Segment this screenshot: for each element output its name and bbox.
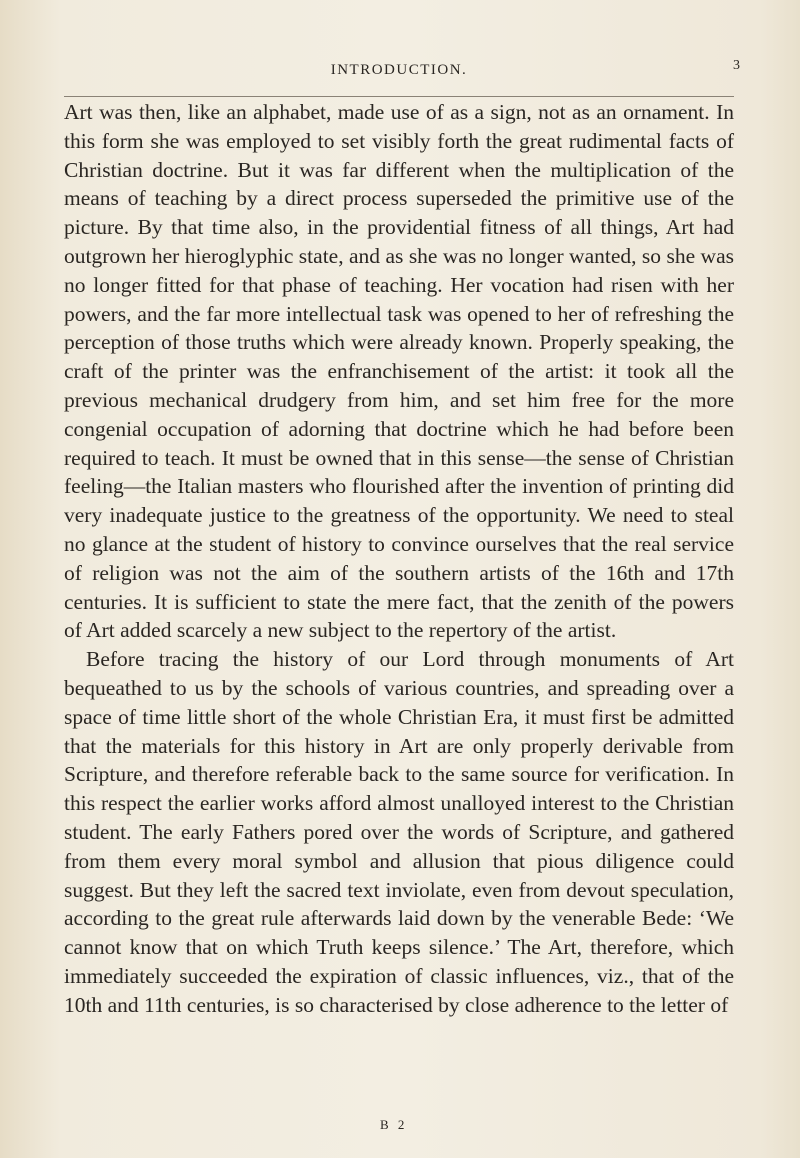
running-title: INTRODUCTION. [330, 62, 468, 78]
signature-mark: B 2 [380, 1117, 408, 1132]
body-text [64, 98, 734, 1020]
paragraph-2: Before tracing the history of our Lord through monuments of Art bequeathed to us by the schools of various countries, and spreading over a space of time little short of the whole Christian Era, it must first be admitted that the materials for this history in Art are only properly derivable from Scripture, and therefore referable back to the same source for verification. In this respect the earlier works afford almost unalloyed interest to the Christian student. The early Fathers pored over the words of Scripture, and gathered from them every moral symbol and allusion that pious diligence could suggest. But they left the sacred text inviolate, even from devout speculation, according to the great rule afterwards laid down by the venerable Bede: ‘We cannot know that on which Truth keeps silence.’ The Art, therefore, which immediately succeeded the expiration of classic influences, viz., that of the 10th and 11th centuries, is so characterised by close adherence to the letter of [64, 647, 734, 1017]
paragraph-1: Art was then, like an alphabet, made use of as a sign, not as an ornament. In this form she was employed to set visibly forth the great rudimental facts of Christian doctrine. But it was far different when the multiplication of the means of teaching by a direct process superseded the primitive use of the picture. By that time also, in the providential fitness of all things, Art had outgrown her hieroglyphic state, and as she was no longer wanted, so she was no longer fitted for that phase of teaching. Her vocation had risen with her powers, and the far more intellectual task was opened to her of refreshing the perception of those truths which were already known. Properly speaking, the craft of the printer was the enfranchisement of the artist: it took all the previous mechanical drudgery from him, and set him free for the more congenial occupation of adorning that doctrine which he had before been required to teach. It must be owned that in this sense—the sense of Christian feeling—the Italian masters who flourished after the invention of printing did very inadequate justice to the greatness of the opportunity. We need to steal no glance at the student of history to convince ourselves that the real service of religion was not the aim of the southern artists of the 16th and 17th centuries. It is sufficient to state the mere fact, that the zenith of the powers of Art added scarcely a new subject to the repertory of the artist. [64, 100, 734, 643]
page-number: 3 [733, 58, 740, 73]
header-rule [64, 96, 734, 97]
page-header [64, 58, 740, 84]
